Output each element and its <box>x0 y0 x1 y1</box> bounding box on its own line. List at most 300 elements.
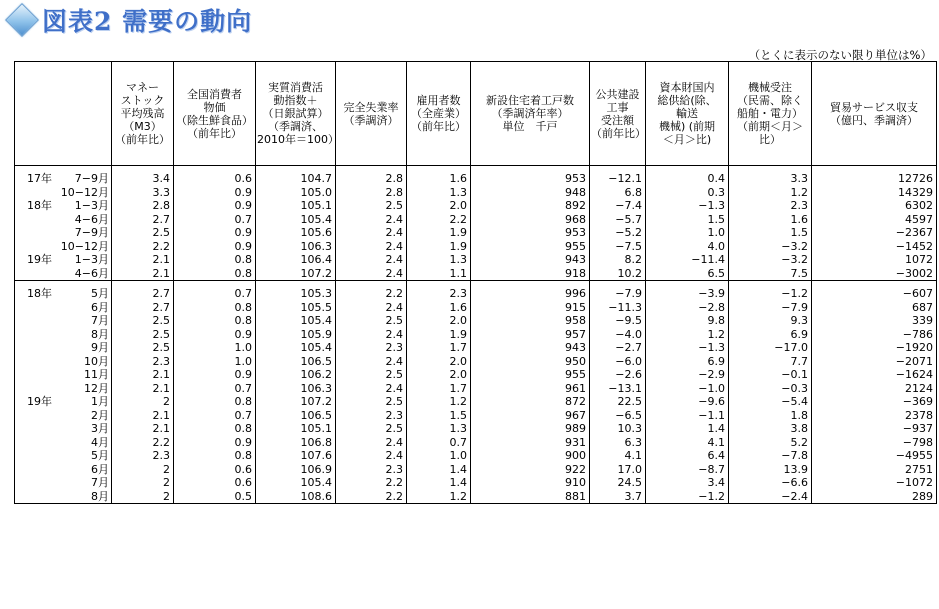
table-cell: 2.7 <box>112 287 174 301</box>
table-cell: 9.3 <box>729 314 812 328</box>
table-cell: 106.9 <box>256 463 336 477</box>
table-cell: 2 <box>112 490 174 504</box>
table-cell: −1920 <box>812 341 937 355</box>
table-row <box>15 395 937 409</box>
table-cell: 2.2 <box>336 476 407 490</box>
table-cell: 948 <box>471 186 590 200</box>
table-cell: −2367 <box>812 226 937 240</box>
table-cell: −6.6 <box>729 476 812 490</box>
table-cell: 2.3 <box>336 341 407 355</box>
period-text: 1月 <box>91 395 109 409</box>
table-cell: 687 <box>812 301 937 315</box>
table-row <box>15 422 937 436</box>
period-label <box>15 490 112 504</box>
table-cell: 105.0 <box>256 186 336 200</box>
period-text: 8月 <box>91 489 109 503</box>
period-label <box>15 240 112 254</box>
period-text: 11月 <box>84 368 109 382</box>
table-cell: 0.8 <box>174 267 256 281</box>
table-cell: −7.9 <box>590 287 646 301</box>
table-cell: 24.5 <box>590 476 646 490</box>
title-text: 図表2 需要の動向 <box>42 7 253 36</box>
table-cell: 0.7 <box>174 213 256 227</box>
period-text: 5月 <box>91 449 109 463</box>
table-cell: −6.0 <box>590 355 646 369</box>
table-cell: 5.2 <box>729 436 812 450</box>
table-cell: 900 <box>471 449 590 463</box>
table-cell: 107.2 <box>256 395 336 409</box>
column-header <box>15 62 112 166</box>
table-cell: 6.5 <box>646 267 729 281</box>
table-cell: 0.3 <box>646 186 729 200</box>
table-cell: 108.6 <box>256 490 336 504</box>
quarterly-section <box>15 166 937 281</box>
period-text: 10月 <box>84 354 109 368</box>
table-cell: 1.7 <box>407 341 471 355</box>
table-cell: 1.4 <box>646 422 729 436</box>
table-cell: 1.5 <box>646 213 729 227</box>
table-cell: 1.4 <box>407 463 471 477</box>
table-cell: 2 <box>112 395 174 409</box>
table-cell: 3.3 <box>112 186 174 200</box>
table-cell: −7.8 <box>729 449 812 463</box>
period-text: 5月 <box>91 287 109 301</box>
table-cell: 105.1 <box>256 422 336 436</box>
table-cell: 2.4 <box>336 226 407 240</box>
period-label <box>15 463 112 477</box>
column-header: 新設住宅着工戸数 （季調済年率） 単位 千戸 <box>471 62 590 166</box>
table-cell: 0.6 <box>174 463 256 477</box>
table-cell: 1072 <box>812 253 937 267</box>
table-cell: 104.7 <box>256 172 336 186</box>
table-cell: 6.3 <box>590 436 646 450</box>
period-label <box>15 287 112 301</box>
table-cell: −1.0 <box>646 382 729 396</box>
table-cell: 2.5 <box>112 328 174 342</box>
table-cell: 0.8 <box>174 253 256 267</box>
table-cell: 105.1 <box>256 199 336 213</box>
table-cell: 105.9 <box>256 328 336 342</box>
table-cell: 1.0 <box>174 355 256 369</box>
table-row <box>15 409 937 423</box>
table-row <box>15 382 937 396</box>
table-cell: 2.1 <box>112 422 174 436</box>
column-header: 全国消費者 物価 （除生鮮食品） （前年比） <box>174 62 256 166</box>
table-cell: 2.1 <box>112 267 174 281</box>
table-cell: 0.9 <box>174 186 256 200</box>
table-cell: 2.3 <box>729 199 812 213</box>
table-cell: 1.7 <box>407 382 471 396</box>
table-cell: −3.2 <box>729 253 812 267</box>
table-cell: 967 <box>471 409 590 423</box>
table-cell: 2.1 <box>112 409 174 423</box>
period-text: 1−3月 <box>74 253 109 267</box>
period-text: 6月 <box>91 300 109 314</box>
table-cell: 107.2 <box>256 267 336 281</box>
table-cell: −7.4 <box>590 199 646 213</box>
table-cell: 0.5 <box>174 490 256 504</box>
table-cell: 6.8 <box>590 186 646 200</box>
table-cell: −1.3 <box>646 199 729 213</box>
table-cell: −17.0 <box>729 341 812 355</box>
column-header: 機械受注 （民需、除く 船舶・電力） （前期＜月＞ 比） <box>729 62 812 166</box>
table-cell: 2.2 <box>112 240 174 254</box>
table-cell: 2.5 <box>336 314 407 328</box>
table-cell: 0.4 <box>646 172 729 186</box>
period-label <box>15 395 112 409</box>
table-cell: 2.3 <box>336 463 407 477</box>
table-cell: 4.0 <box>646 240 729 254</box>
table-row <box>15 213 937 227</box>
table-row <box>15 301 937 315</box>
table-cell: 1.4 <box>407 476 471 490</box>
table-cell: 1.2 <box>407 395 471 409</box>
table-cell: −9.5 <box>590 314 646 328</box>
year-label: 18年 <box>27 287 52 301</box>
table-cell: 957 <box>471 328 590 342</box>
table-cell: 0.9 <box>174 368 256 382</box>
table-cell: −0.3 <box>729 382 812 396</box>
year-label: 19年 <box>27 253 52 267</box>
year-label: 18年 <box>27 199 52 213</box>
table-cell: 8.2 <box>590 253 646 267</box>
table-cell: 17.0 <box>590 463 646 477</box>
table-cell: 2.5 <box>112 341 174 355</box>
period-text: 7月 <box>91 476 109 490</box>
period-text: 3月 <box>91 422 109 436</box>
table-cell: 106.2 <box>256 368 336 382</box>
table-cell: 2378 <box>812 409 937 423</box>
table-cell: 953 <box>471 172 590 186</box>
period-text: 12月 <box>84 381 109 395</box>
period-label <box>15 422 112 436</box>
table-cell: 105.4 <box>256 341 336 355</box>
unit-note: （とくに表示のない限り単位は%） <box>748 48 932 62</box>
table-cell: −1072 <box>812 476 937 490</box>
table-cell: 1.6 <box>407 172 471 186</box>
period-label <box>15 341 112 355</box>
table-cell: −1.2 <box>729 287 812 301</box>
table-cell: 105.4 <box>256 314 336 328</box>
table-row <box>15 199 937 213</box>
table-cell: −2071 <box>812 355 937 369</box>
table-row <box>15 368 937 382</box>
table-cell: 1.2 <box>646 328 729 342</box>
table-cell: 2.4 <box>336 253 407 267</box>
table-cell: 2.1 <box>112 368 174 382</box>
period-label <box>15 213 112 227</box>
table-cell: 910 <box>471 476 590 490</box>
diamond-bullet-icon <box>5 3 39 37</box>
table-cell: −2.4 <box>729 490 812 504</box>
table-row <box>15 172 937 186</box>
period-text: 8月 <box>91 327 109 341</box>
table-cell: −1.1 <box>646 409 729 423</box>
table-cell: 2.5 <box>112 314 174 328</box>
table-cell: 3.4 <box>646 476 729 490</box>
period-label <box>15 328 112 342</box>
table-cell: 892 <box>471 199 590 213</box>
table-cell: −4.0 <box>590 328 646 342</box>
table-cell: 6.9 <box>729 328 812 342</box>
table-cell: 0.9 <box>174 226 256 240</box>
table-cell: −1452 <box>812 240 937 254</box>
table-row <box>15 463 937 477</box>
table-cell: 0.8 <box>174 449 256 463</box>
table-cell: 0.7 <box>174 409 256 423</box>
table-row <box>15 476 937 490</box>
table-cell: 1.9 <box>407 226 471 240</box>
table-cell: 2.4 <box>336 382 407 396</box>
period-label <box>15 449 112 463</box>
table-cell: 2.7 <box>112 213 174 227</box>
table-cell: −369 <box>812 395 937 409</box>
period-text: 4月 <box>91 435 109 449</box>
table-cell: −7.9 <box>729 301 812 315</box>
table-cell: −13.1 <box>590 382 646 396</box>
table-cell: 943 <box>471 253 590 267</box>
table-cell: −6.5 <box>590 409 646 423</box>
table-cell: 2 <box>112 463 174 477</box>
table-cell: 10.3 <box>590 422 646 436</box>
table-cell: 4.1 <box>646 436 729 450</box>
table-row <box>15 328 937 342</box>
period-text: 9月 <box>91 341 109 355</box>
table-cell: 2.0 <box>407 314 471 328</box>
table-cell: 955 <box>471 368 590 382</box>
table-cell: −5.4 <box>729 395 812 409</box>
table-cell: 2.3 <box>336 409 407 423</box>
table-cell: 14329 <box>812 186 937 200</box>
table-cell: 106.4 <box>256 253 336 267</box>
table-cell: 943 <box>471 341 590 355</box>
table-cell: 12726 <box>812 172 937 186</box>
table-cell: 2.5 <box>112 226 174 240</box>
period-text: 6月 <box>91 462 109 476</box>
table-cell: 105.3 <box>256 287 336 301</box>
table-cell: 1.3 <box>407 186 471 200</box>
table-cell: 2.4 <box>336 240 407 254</box>
table-cell: 0.9 <box>174 436 256 450</box>
table-cell: 2.4 <box>336 328 407 342</box>
table-cell: 1.8 <box>729 409 812 423</box>
table-cell: 0.9 <box>174 328 256 342</box>
table-cell: 6.4 <box>646 449 729 463</box>
header-row <box>15 62 937 166</box>
table-cell: 2.5 <box>336 422 407 436</box>
period-text: 4−6月 <box>74 266 109 280</box>
period-text: 2月 <box>91 408 109 422</box>
table-cell: 0.8 <box>174 422 256 436</box>
table-cell: 3.3 <box>729 172 812 186</box>
table-cell: 3.4 <box>112 172 174 186</box>
table-cell: 13.9 <box>729 463 812 477</box>
table-cell: 2 <box>112 476 174 490</box>
table-cell: −12.1 <box>590 172 646 186</box>
table-cell: 2.1 <box>112 253 174 267</box>
table-cell: 6.9 <box>646 355 729 369</box>
table-cell: −2.6 <box>590 368 646 382</box>
table-row <box>15 355 937 369</box>
table-cell: 9.8 <box>646 314 729 328</box>
table-row <box>15 449 937 463</box>
table-cell: 106.8 <box>256 436 336 450</box>
table-cell: 2.3 <box>407 287 471 301</box>
table-cell: 2.7 <box>112 301 174 315</box>
period-label <box>15 226 112 240</box>
table-cell: 6302 <box>812 199 937 213</box>
table-cell: −4955 <box>812 449 937 463</box>
period-label <box>15 267 112 281</box>
table-cell: −1.2 <box>646 490 729 504</box>
table-cell: 2.4 <box>336 267 407 281</box>
table-cell: 1.2 <box>729 186 812 200</box>
table-cell: 1.5 <box>407 409 471 423</box>
column-header: 完全失業率 （季調済） <box>336 62 407 166</box>
table-cell: −3.2 <box>729 240 812 254</box>
table-cell: 22.5 <box>590 395 646 409</box>
table-cell: 4.1 <box>590 449 646 463</box>
table-cell: −9.6 <box>646 395 729 409</box>
table-row <box>15 240 937 254</box>
period-text: 7月 <box>91 314 109 328</box>
period-label <box>15 186 112 200</box>
period-label <box>15 382 112 396</box>
table-cell: 1.0 <box>646 226 729 240</box>
table-cell: 0.7 <box>407 436 471 450</box>
table-row <box>15 314 937 328</box>
table-cell: 105.4 <box>256 213 336 227</box>
period-label <box>15 172 112 186</box>
table-cell: 996 <box>471 287 590 301</box>
table-cell: 0.7 <box>174 382 256 396</box>
table-cell: −937 <box>812 422 937 436</box>
table-cell: 1.2 <box>407 490 471 504</box>
table-cell: 10.2 <box>590 267 646 281</box>
table-cell: 918 <box>471 267 590 281</box>
table-cell: 2.8 <box>336 186 407 200</box>
page-title <box>4 2 252 38</box>
table-cell: 0.8 <box>174 301 256 315</box>
period-label <box>15 199 112 213</box>
table-cell: 955 <box>471 240 590 254</box>
table-cell: 2.8 <box>336 172 407 186</box>
year-label: 19年 <box>27 395 52 409</box>
table-cell: 989 <box>471 422 590 436</box>
table-row <box>15 186 937 200</box>
table-cell: 0.7 <box>174 287 256 301</box>
column-header: 雇用者数 （全産業） （前年比） <box>407 62 471 166</box>
table-row <box>15 267 937 281</box>
table-cell: 2.2 <box>112 436 174 450</box>
period-label <box>15 476 112 490</box>
table-cell: 2.5 <box>336 395 407 409</box>
table-cell: 931 <box>471 436 590 450</box>
table-row <box>15 253 937 267</box>
table-cell: −607 <box>812 287 937 301</box>
column-header: 実質消費活 動指数＋ （日銀試算） （季調済、 2010年＝100） <box>256 62 336 166</box>
table-cell: −7.5 <box>590 240 646 254</box>
column-header: 貿易サービス収支 （億円、季調済） <box>812 62 937 166</box>
column-header: マネー ストック 平均残高 （M3） （前年比） <box>112 62 174 166</box>
table-cell: −5.7 <box>590 213 646 227</box>
table-row <box>15 436 937 450</box>
table-cell: 1.0 <box>407 449 471 463</box>
table-cell: −0.1 <box>729 368 812 382</box>
table-cell: 2751 <box>812 463 937 477</box>
table-cell: 105.4 <box>256 476 336 490</box>
table-cell: 106.5 <box>256 409 336 423</box>
table-cell: 953 <box>471 226 590 240</box>
table-cell: −798 <box>812 436 937 450</box>
table-cell: −1624 <box>812 368 937 382</box>
table-cell: −2.8 <box>646 301 729 315</box>
period-text: 1−3月 <box>74 199 109 213</box>
table-cell: 2.2 <box>336 287 407 301</box>
monthly-section <box>15 281 937 504</box>
table-cell: 0.9 <box>174 199 256 213</box>
table-cell: 1.6 <box>729 213 812 227</box>
table-cell: 106.3 <box>256 382 336 396</box>
table-cell: 881 <box>471 490 590 504</box>
table-cell: 915 <box>471 301 590 315</box>
table-cell: 2.5 <box>336 199 407 213</box>
column-header: 資本財国内 総供給(除、 輸送 機械) (前期 ＜月＞比) <box>646 62 729 166</box>
table-cell: 3.7 <box>590 490 646 504</box>
table-cell: −3002 <box>812 267 937 281</box>
table-cell: 0.6 <box>174 172 256 186</box>
table-cell: 2.2 <box>336 490 407 504</box>
table-cell: 7.5 <box>729 267 812 281</box>
table-cell: 922 <box>471 463 590 477</box>
period-text: 10−12月 <box>60 185 109 199</box>
table-row <box>15 287 937 301</box>
table-cell: 0.8 <box>174 395 256 409</box>
table-cell: 1.1 <box>407 267 471 281</box>
table-cell: 2.4 <box>336 301 407 315</box>
table-row <box>15 226 937 240</box>
period-label <box>15 314 112 328</box>
table-cell: −11.3 <box>590 301 646 315</box>
table-cell: 2.2 <box>407 213 471 227</box>
table-cell: 2.8 <box>112 199 174 213</box>
period-label <box>15 368 112 382</box>
table-cell: 1.3 <box>407 253 471 267</box>
period-text: 7−9月 <box>74 172 109 186</box>
table-cell: 2.0 <box>407 355 471 369</box>
table-cell: 872 <box>471 395 590 409</box>
table-cell: 2.4 <box>336 449 407 463</box>
table-cell: 2.4 <box>336 436 407 450</box>
table-row <box>15 341 937 355</box>
table-cell: 968 <box>471 213 590 227</box>
table-cell: 106.3 <box>256 240 336 254</box>
table-cell: 105.5 <box>256 301 336 315</box>
table-cell: 0.9 <box>174 240 256 254</box>
period-text: 7−9月 <box>74 226 109 240</box>
period-label <box>15 436 112 450</box>
table-cell: 1.6 <box>407 301 471 315</box>
table-cell: −786 <box>812 328 937 342</box>
table-cell: −3.9 <box>646 287 729 301</box>
table-cell: 958 <box>471 314 590 328</box>
period-text: 10−12月 <box>60 239 109 253</box>
table-cell: 2124 <box>812 382 937 396</box>
table-cell: 2.0 <box>407 368 471 382</box>
table-cell: 961 <box>471 382 590 396</box>
table-cell: 0.6 <box>174 476 256 490</box>
period-label <box>15 253 112 267</box>
